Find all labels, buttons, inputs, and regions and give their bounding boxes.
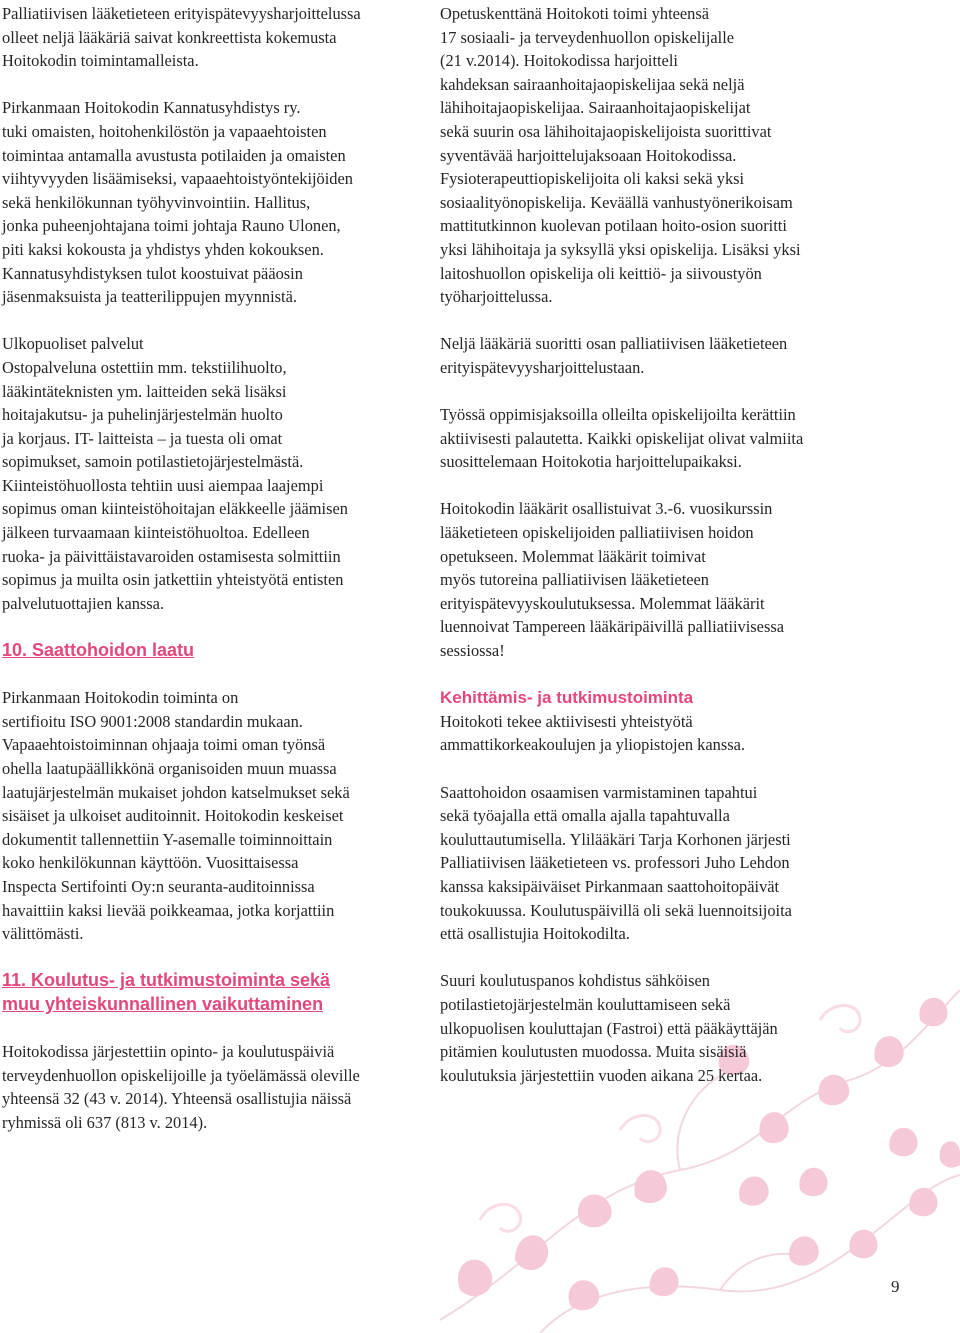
paragraph-competence: Saattohoidon osaamisen varmistaminen tapahtui sekä työajalla että omalla ajalla tapahtuvalla kouluttautumisella. Ylilääkäri Tarja Korhonen järjesti Palliatiivisen lääketieteen vs. professori Juho Lehdon kanssa kaksipäiväiset Pirkanmaan saattohoitopäivät toukokuussa. Koulutuspäivillä oli sekä luennoitsijoita että osallistujia Hoitokodilta. [440, 782, 792, 944]
paragraph-support-association: Pirkanmaan Hoitokodin Kannatusyhdistys ry. tuki omaisten, hoitohenkilöstön ja vapaaehtoisten toimintaa antamalla avustusta potilaiden ja omaisten viihtyvyyden lisäämiseksi, vapaaehtoistyöntekijöiden sekä henkilökunnan työhyvinvointiin. Hallitus, jonka puheenjohtajana toimi johtaja Rauno Ulonen, piti kaksi kokousta ja yhdistys yhden kokouksen. Kannatusyhdistyksen tulot koostuivat pääosin jäsenmaksuista ja teatterilippujen myynnistä. [2, 98, 353, 307]
paragraph-external-services: Ulkopuoliset palvelut Ostopalveluna ostettiin mm. tekstiilihuolto, lääkintäteknisten ym. laitteiden sekä lisäksi hoitajakutsu- ja puhelinjärjestelmän huolto ja korjaus. IT- laitteista – ja tuesta oli omat sopimukset, samoin potilastietojärjestelmästä. Kiinteistöhuollosta tehtiin uusi aiempaa laajempi sopimus oman kiinteistöhoitajan eläkkeelle jäämisen jälkeen turvaamaan kiinteistöhuoltoa. Edelleen ruoka- ja päivittäistavaroiden ostamisesta solmittiin sopimus ja muilta osin jatkettiin yhteistyötä entisten palvelutuottajien kanssa. [2, 334, 348, 613]
paragraph-student-feedback: Työssä oppimisjaksoilla olleilta opiskelijoilta kerättiin aktiivisesti palautetta. Kaikki opiskelijat olivat valmiita suosittelemaan Hoitokotia harjoittelupaikaksi. [440, 405, 804, 472]
paragraph-doctors-teaching: Hoitokodin lääkärit osallistuivat 3.-6. vuosikurssin lääketieteen opiskelijoiden palliatiivisen hoidon opetukseen. Molemmat lääkärit toimivat myös tutoreina palliatiivisen lääketieteen erityispätevyyskoulutuksessa. Molemmat lääkärit luennoivat Tampereen lääkäripäivillä palliatiivisessa sessiossa! [440, 499, 784, 661]
right-column [440, 2, 880, 1111]
paragraph-doctors-practice: Palliatiivisen lääketieteen erityispätevyysharjoittelussa olleet neljä lääkäriä saivat konkreettista kokemusta Hoitokodin toimintamalleista. [2, 4, 361, 71]
paragraph-training-days: Hoitokodissa järjestettiin opinto- ja koulutuspäiviä terveydenhuollon opiskelijoille ja työelämässä oleville yhteensä 32 (43 v. 2014). Yhteensä osallistujia näissä ryhmissä oli 637 (813 v. 2014). [2, 1042, 360, 1132]
page-number: 9 [891, 1277, 900, 1296]
paragraph-training-field: Opetuskenttänä Hoitokoti toimi yhteensä 17 sosiaali- ja terveydenhuollon opiskelijalle (21 v.2014). Hoitokodissa harjoitteli kahdeksan sairaanhoitajaopiskelijaa sekä neljä lähihoitajaopiskelijaa. Sairaanhoitajaopiskelijat sekä suurin osa lähihoitajaopiskelijoista suorittivat syventävää harjoittelujaksoaan Hoitokodissa. Fysioterapeuttiopiskelijoita oli kaksi sekä yksi sosiaalityönopiskelija. Keväällä vanhustyönerikoisam mattitutkinnon kuolevan potilaan hoito-osion suoritti yksi lähihoitaja ja syksyllä yksi opiskelija. Lisäksi yksi laitoshuollon opiskelija oli keittiö- ja siivoustyön työharjoittelussa. [440, 4, 801, 307]
subheading-development-research: Kehittämis- ja tutkimustoiminta [440, 688, 694, 708]
section-heading-11: 11. Koulutus- ja tutkimustoiminta sekä muu yhteiskunnallinen vaikuttaminen [2, 970, 331, 1014]
paragraph-cooperation: Hoitokoti tekee aktiivisesti yhteistyötä ammattikorkeakoulujen ja yliopistojen kanssa. [440, 711, 745, 755]
paragraph-ehr-training: Suuri koulutuspanos kohdistus sähköisen potilastietojärjestelmän kouluttamiseen sekä ulkopuolisen kouluttajan (Fastroi) että pääkäyttäjän pitämien koulutusten muodossa. Muita sisäisiä koulutuksia järjestettiin vuoden aikana 25 kertaa. [440, 971, 778, 1085]
left-column [2, 2, 422, 1158]
paragraph-quality: Pirkanmaan Hoitokodin toiminta on sertifioitu ISO 9001:2008 standardin mukaan. Vapaaehtoistoiminnan ohjaaja toimi oman työnsä ohella laatupäällikkönä organisoiden muun muassa laatujärjestelmän mukaiset johdon katselmukset sekä sisäiset ja ulkoiset auditoinnit. Hoitokodin keskeiset dokumentit tallennettiin Y-asemalle toiminnoittain koko henkilökunnan käyttöön. Vuosittaisessa Inspecta Sertifointi Oy:n seuranta-auditoinnissa havaittiin kaksi lievää poikkeamaa, jotka korjattiin välittömästi. [2, 688, 350, 944]
paragraph-four-doctors: Neljä lääkäriä suoritti osan palliatiivisen lääketieteen erityispätevyysharjoittelustaan. [440, 334, 788, 377]
section-heading-10: 10. Saattohoidon laatu [2, 640, 195, 661]
